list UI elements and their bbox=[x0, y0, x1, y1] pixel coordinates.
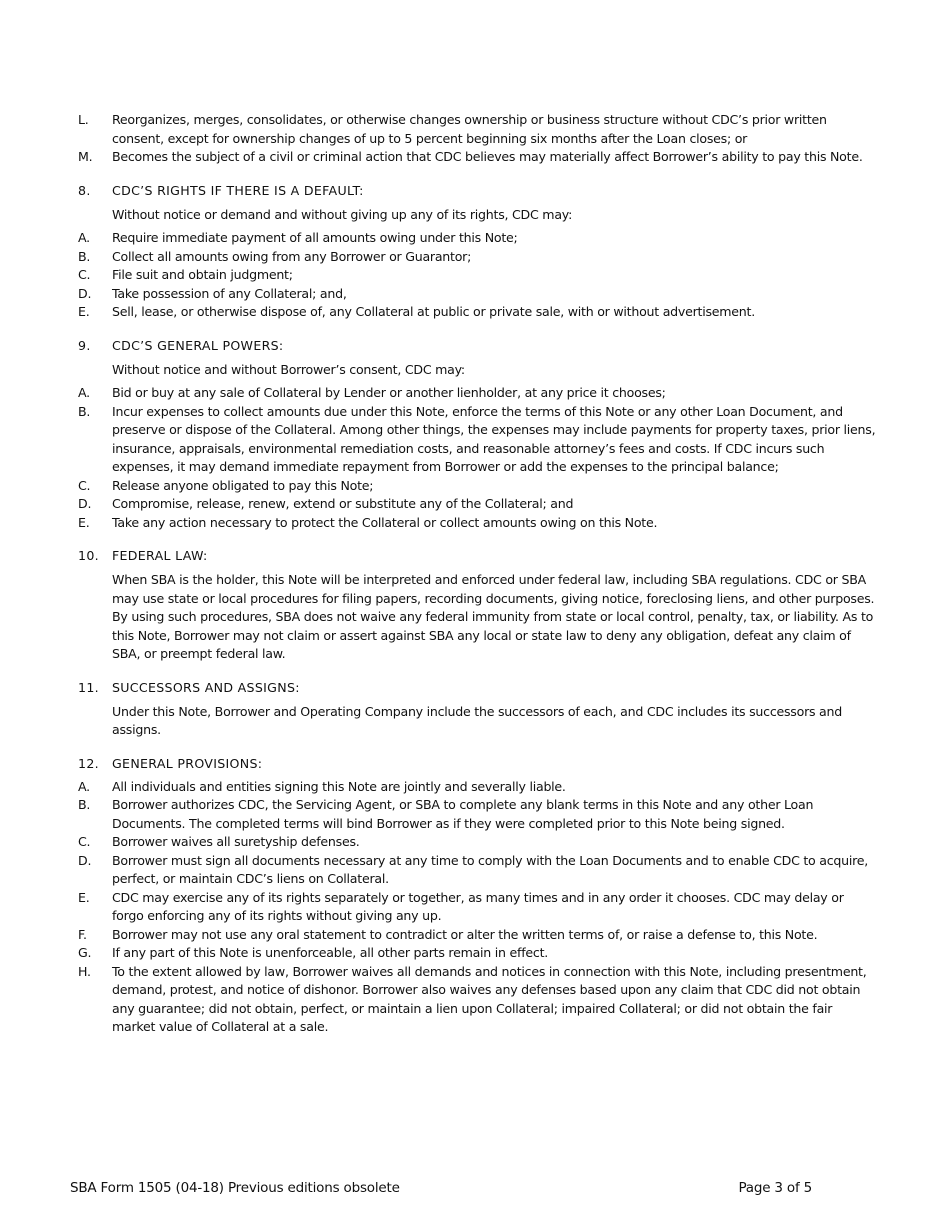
list-item bbox=[78, 963, 878, 1037]
list-item-text: Collect all amounts owing from any Borrower or Guarantor; bbox=[112, 248, 472, 264]
list-item-label: A. bbox=[78, 778, 90, 794]
list-item bbox=[78, 495, 878, 514]
page-number: Page 3 of 5 bbox=[738, 1180, 812, 1196]
sections bbox=[78, 181, 878, 1037]
list-item-text: Take possession of any Collateral; and, bbox=[112, 285, 347, 301]
list-item-text: Sell, lease, or otherwise dispose of, any Collateral at public or private sale, with or without advertisement. bbox=[112, 304, 755, 319]
section-number: 12. bbox=[78, 755, 99, 771]
section-title: GENERAL PROVISIONS: bbox=[112, 755, 263, 771]
list-item-label: C. bbox=[78, 267, 91, 282]
section-title: CDC’S RIGHTS IF THERE IS A DEFAULT: bbox=[112, 182, 364, 198]
section-heading bbox=[78, 754, 878, 773]
section bbox=[78, 678, 878, 740]
list-item bbox=[78, 229, 878, 248]
list-item bbox=[78, 833, 878, 852]
section-title: CDC’S GENERAL POWERS: bbox=[112, 337, 284, 353]
section bbox=[78, 754, 878, 1037]
list-item-text: Release anyone obligated to pay this Note; bbox=[112, 477, 374, 493]
list-item bbox=[78, 889, 878, 926]
section-heading bbox=[78, 181, 878, 200]
list-item bbox=[78, 796, 878, 833]
list-item-label: E. bbox=[78, 514, 90, 530]
list-item-text: Compromise, release, renew, extend or substitute any of the Collateral; and bbox=[112, 496, 574, 511]
list-item-label: B. bbox=[78, 797, 91, 812]
list-item-label: E. bbox=[78, 889, 90, 905]
list-item-text: CDC may exercise any of its rights separately or together, as many times and in any order it chooses. CDC may delay or forgo enforcing any of its rights without giving any up. bbox=[112, 889, 844, 923]
section-title: SUCCESSORS AND ASSIGNS: bbox=[112, 679, 300, 695]
list-item-text: Becomes the subject of a civil or criminal action that CDC believes may materially affect Borrower’s ability to pay this Note. bbox=[112, 149, 863, 164]
list-item bbox=[78, 852, 878, 889]
list-item-text: Borrower may not use any oral statement to contradict or alter the written terms of, or raise a defense to, this Note. bbox=[112, 926, 818, 942]
list-item bbox=[78, 148, 878, 167]
list-item-label: G. bbox=[78, 945, 92, 960]
section-number: 9. bbox=[78, 337, 91, 353]
list-item-label: C. bbox=[78, 834, 91, 849]
list-item-text: Borrower must sign all documents necessary at any time to comply with the Loan Documents and to enable CDC to acquire, perfect, or maintain CDC’s liens on Collateral. bbox=[112, 852, 869, 886]
list-item bbox=[78, 926, 878, 945]
list-item bbox=[78, 111, 878, 148]
section-heading bbox=[78, 678, 878, 697]
list-item bbox=[78, 778, 878, 797]
list-item-label: L. bbox=[78, 112, 89, 127]
list-item bbox=[78, 266, 878, 285]
list-item-label: D. bbox=[78, 852, 92, 868]
section-paragraph: Without notice and without Borrower’s consent, CDC may: bbox=[112, 361, 465, 377]
list-item bbox=[78, 477, 878, 496]
section-number: 10. bbox=[78, 548, 99, 563]
list-item-label: A. bbox=[78, 385, 90, 400]
list-item-label: F. bbox=[78, 926, 87, 942]
list-item-text: If any part of this Note is unenforceable, all other parts remain in effect. bbox=[112, 945, 549, 960]
list-item-text: Require immediate payment of all amounts owing under this Note; bbox=[112, 230, 518, 245]
list-item bbox=[78, 285, 878, 304]
list-item-label: A. bbox=[78, 230, 90, 245]
list-item bbox=[78, 514, 878, 533]
list-item-label: E. bbox=[78, 304, 90, 319]
list-item-text: Borrower authorizes CDC, the Servicing Agent, or SBA to complete any blank terms in this Note and any other Loan Documents. The completed terms will bind Borrower as if they were completed prior to this Note being signed. bbox=[112, 797, 814, 831]
section-list bbox=[78, 778, 878, 1037]
list-item-label: C. bbox=[78, 477, 91, 493]
section-title: FEDERAL LAW: bbox=[112, 548, 208, 563]
section-paragraph: When SBA is the holder, this Note will be interpreted and enforced under federal law, including SBA regulations. CDC or SBA may use state or local procedures for filing papers, recording documents, giving notice, foreclosing liens, and other purposes. By using such procedures, SBA does not waive any federal immunity from state or local control, penalty, tax, or liability. As to this Note, Borrower may not claim or assert against SBA any local or state law to deny any obligation, defeat any claim of SBA, or preempt federal law. bbox=[112, 572, 875, 661]
list-item-label: B. bbox=[78, 248, 91, 264]
list-item-text: All individuals and entities signing this Note are jointly and severally liable. bbox=[112, 778, 566, 794]
section bbox=[78, 546, 878, 664]
section-paragraph: Under this Note, Borrower and Operating Company include the successors of each, and CDC includes its successors and assigns. bbox=[112, 703, 842, 737]
section bbox=[78, 181, 878, 322]
list-item-text: Bid or buy at any sale of Collateral by Lender or another lienholder, at any price it chooses; bbox=[112, 385, 666, 400]
list-item bbox=[78, 944, 878, 963]
list-item-text: Incur expenses to collect amounts due under this Note, enforce the terms of this Note or any other Loan Document, and preserve or dispose of the Collateral. Among other things, the expenses may include payments for property taxes, prior liens, insurance, appraisals, environmental remediation costs, and reasonable attorney’s fees and costs. If CDC incurs such expenses, it may demand immediate repayment from Borrower or add the expenses to the principal balance; bbox=[112, 403, 876, 474]
list-item bbox=[78, 384, 878, 403]
list-item-label: D. bbox=[78, 285, 92, 301]
list-item-text: Take any action necessary to protect the Collateral or collect amounts owing on this Note. bbox=[112, 514, 658, 530]
section-paragraph: Without notice or demand and without giving up any of its rights, CDC may: bbox=[112, 206, 573, 222]
list-item bbox=[78, 303, 878, 322]
section-number: 11. bbox=[78, 679, 99, 695]
section bbox=[78, 336, 878, 533]
list-item-label: M. bbox=[78, 149, 93, 164]
section-list bbox=[78, 384, 878, 532]
section-number: 8. bbox=[78, 182, 91, 198]
list-item-label: B. bbox=[78, 403, 91, 419]
list-item-text: To the extent allowed by law, Borrower waives all demands and notices in connection with this Note, including presentment, demand, protest, and notice of dishonor. Borrower also waives any defenses based upon any claim that CDC did not obtain any guarantee; did not obtain, perfect, or maintain a lien upon Collateral; impaired Collateral; or did not obtain the fair market value of Collateral at a sale. bbox=[112, 963, 867, 1034]
section-heading bbox=[78, 336, 878, 355]
list-item bbox=[78, 403, 878, 477]
section-heading bbox=[78, 546, 878, 565]
list-item-text: Reorganizes, merges, consolidates, or otherwise changes ownership or business structure without CDC’s prior written consent, except for ownership changes of up to 5 percent beginning six months after the Loan closes; or bbox=[112, 112, 827, 146]
document-body bbox=[78, 111, 878, 1037]
list-item-label: H. bbox=[78, 963, 91, 979]
list-item-text: Borrower waives all suretyship defenses. bbox=[112, 834, 360, 849]
form-identifier: SBA Form 1505 (04-18) Previous editions obsolete bbox=[70, 1180, 400, 1196]
list-item-label: D. bbox=[78, 496, 92, 511]
list-item-text: File suit and obtain judgment; bbox=[112, 267, 293, 282]
section-list bbox=[78, 229, 878, 322]
list-item bbox=[78, 248, 878, 267]
continued-default-list bbox=[78, 111, 878, 167]
page-footer bbox=[70, 1180, 812, 1196]
